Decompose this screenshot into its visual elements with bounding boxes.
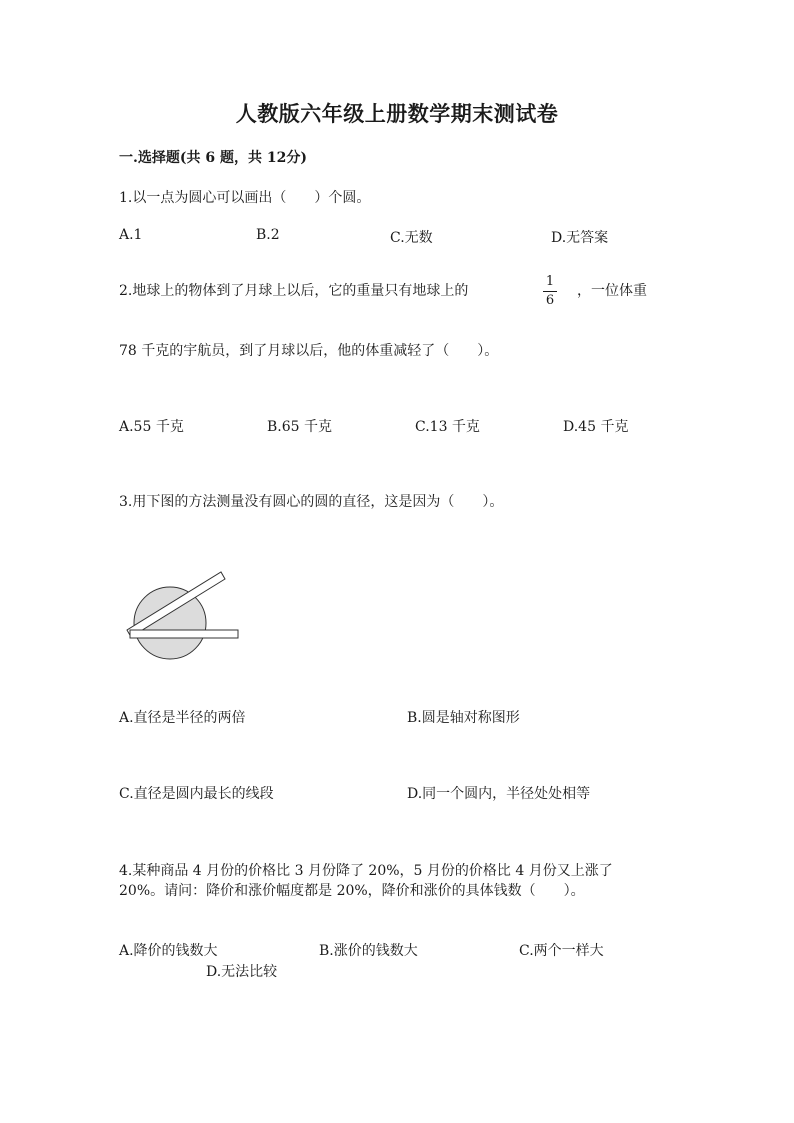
question-4-option-d[interactable]: D.无法比较: [206, 964, 278, 980]
circle-diameter-figure: [124, 568, 244, 668]
question-2-stem-part2: ，一位体重: [577, 283, 647, 299]
question-1-option-d[interactable]: D.无答案: [551, 230, 609, 246]
question-3-option-d[interactable]: D.同一个圆内，半径处处相等: [407, 786, 591, 802]
question-2-option-a[interactable]: A.55 千克: [119, 419, 184, 435]
fraction-denominator: 6: [545, 293, 555, 308]
question-1-option-c[interactable]: C.无数: [390, 230, 433, 246]
question-1-option-a[interactable]: A.1: [119, 227, 143, 243]
question-3-option-c[interactable]: C.直径是圆内最长的线段: [119, 786, 274, 802]
question-1-option-b[interactable]: B.2: [256, 227, 280, 243]
question-2-stem-line2: 78 千克的宇航员，到了月球以后，他的体重减轻了（ ）。: [119, 343, 499, 359]
question-2-option-c[interactable]: C.13 千克: [415, 419, 480, 435]
question-4-option-a[interactable]: A.降价的钱数大: [119, 943, 218, 959]
page-title: 人教版六年级上册数学期末测试卷: [235, 101, 559, 126]
question-1-stem: 1.以一点为圆心可以画出（ ）个圆。: [119, 190, 371, 206]
question-2-option-d[interactable]: D.45 千克: [563, 419, 629, 435]
question-4-option-b[interactable]: B.涨价的钱数大: [319, 943, 418, 959]
question-2-option-b[interactable]: B.65 千克: [267, 419, 333, 435]
question-3-option-b[interactable]: B.圆是轴对称图形: [407, 710, 520, 726]
question-4-stem-line2: 20%。请问：降价和涨价幅度都是 20%，降价和涨价的具体钱数（ ）。: [119, 883, 585, 899]
question-4-stem-line1: 4.某种商品 4 月份的价格比 3 月份降了 20%，5 月份的价格比 4 月份又上涨了: [119, 863, 613, 879]
horizontal-ruler: [130, 630, 238, 638]
question-3-stem: 3.用下图的方法测量没有圆心的圆的直径，这是因为（ ）。: [119, 494, 504, 510]
section-heading: 一.选择题(共 6 题，共 12分): [119, 150, 307, 166]
question-2-stem-part1: 2.地球上的物体到了月球上以后，它的重量只有地球上的: [119, 283, 469, 299]
question-4-option-c[interactable]: C.两个一样大: [519, 943, 604, 959]
fraction-one-sixth: [543, 274, 557, 309]
question-3-option-a[interactable]: A.直径是半径的两倍: [119, 710, 246, 726]
fraction-numerator: 1: [545, 274, 555, 289]
fraction-bar: [543, 291, 557, 292]
